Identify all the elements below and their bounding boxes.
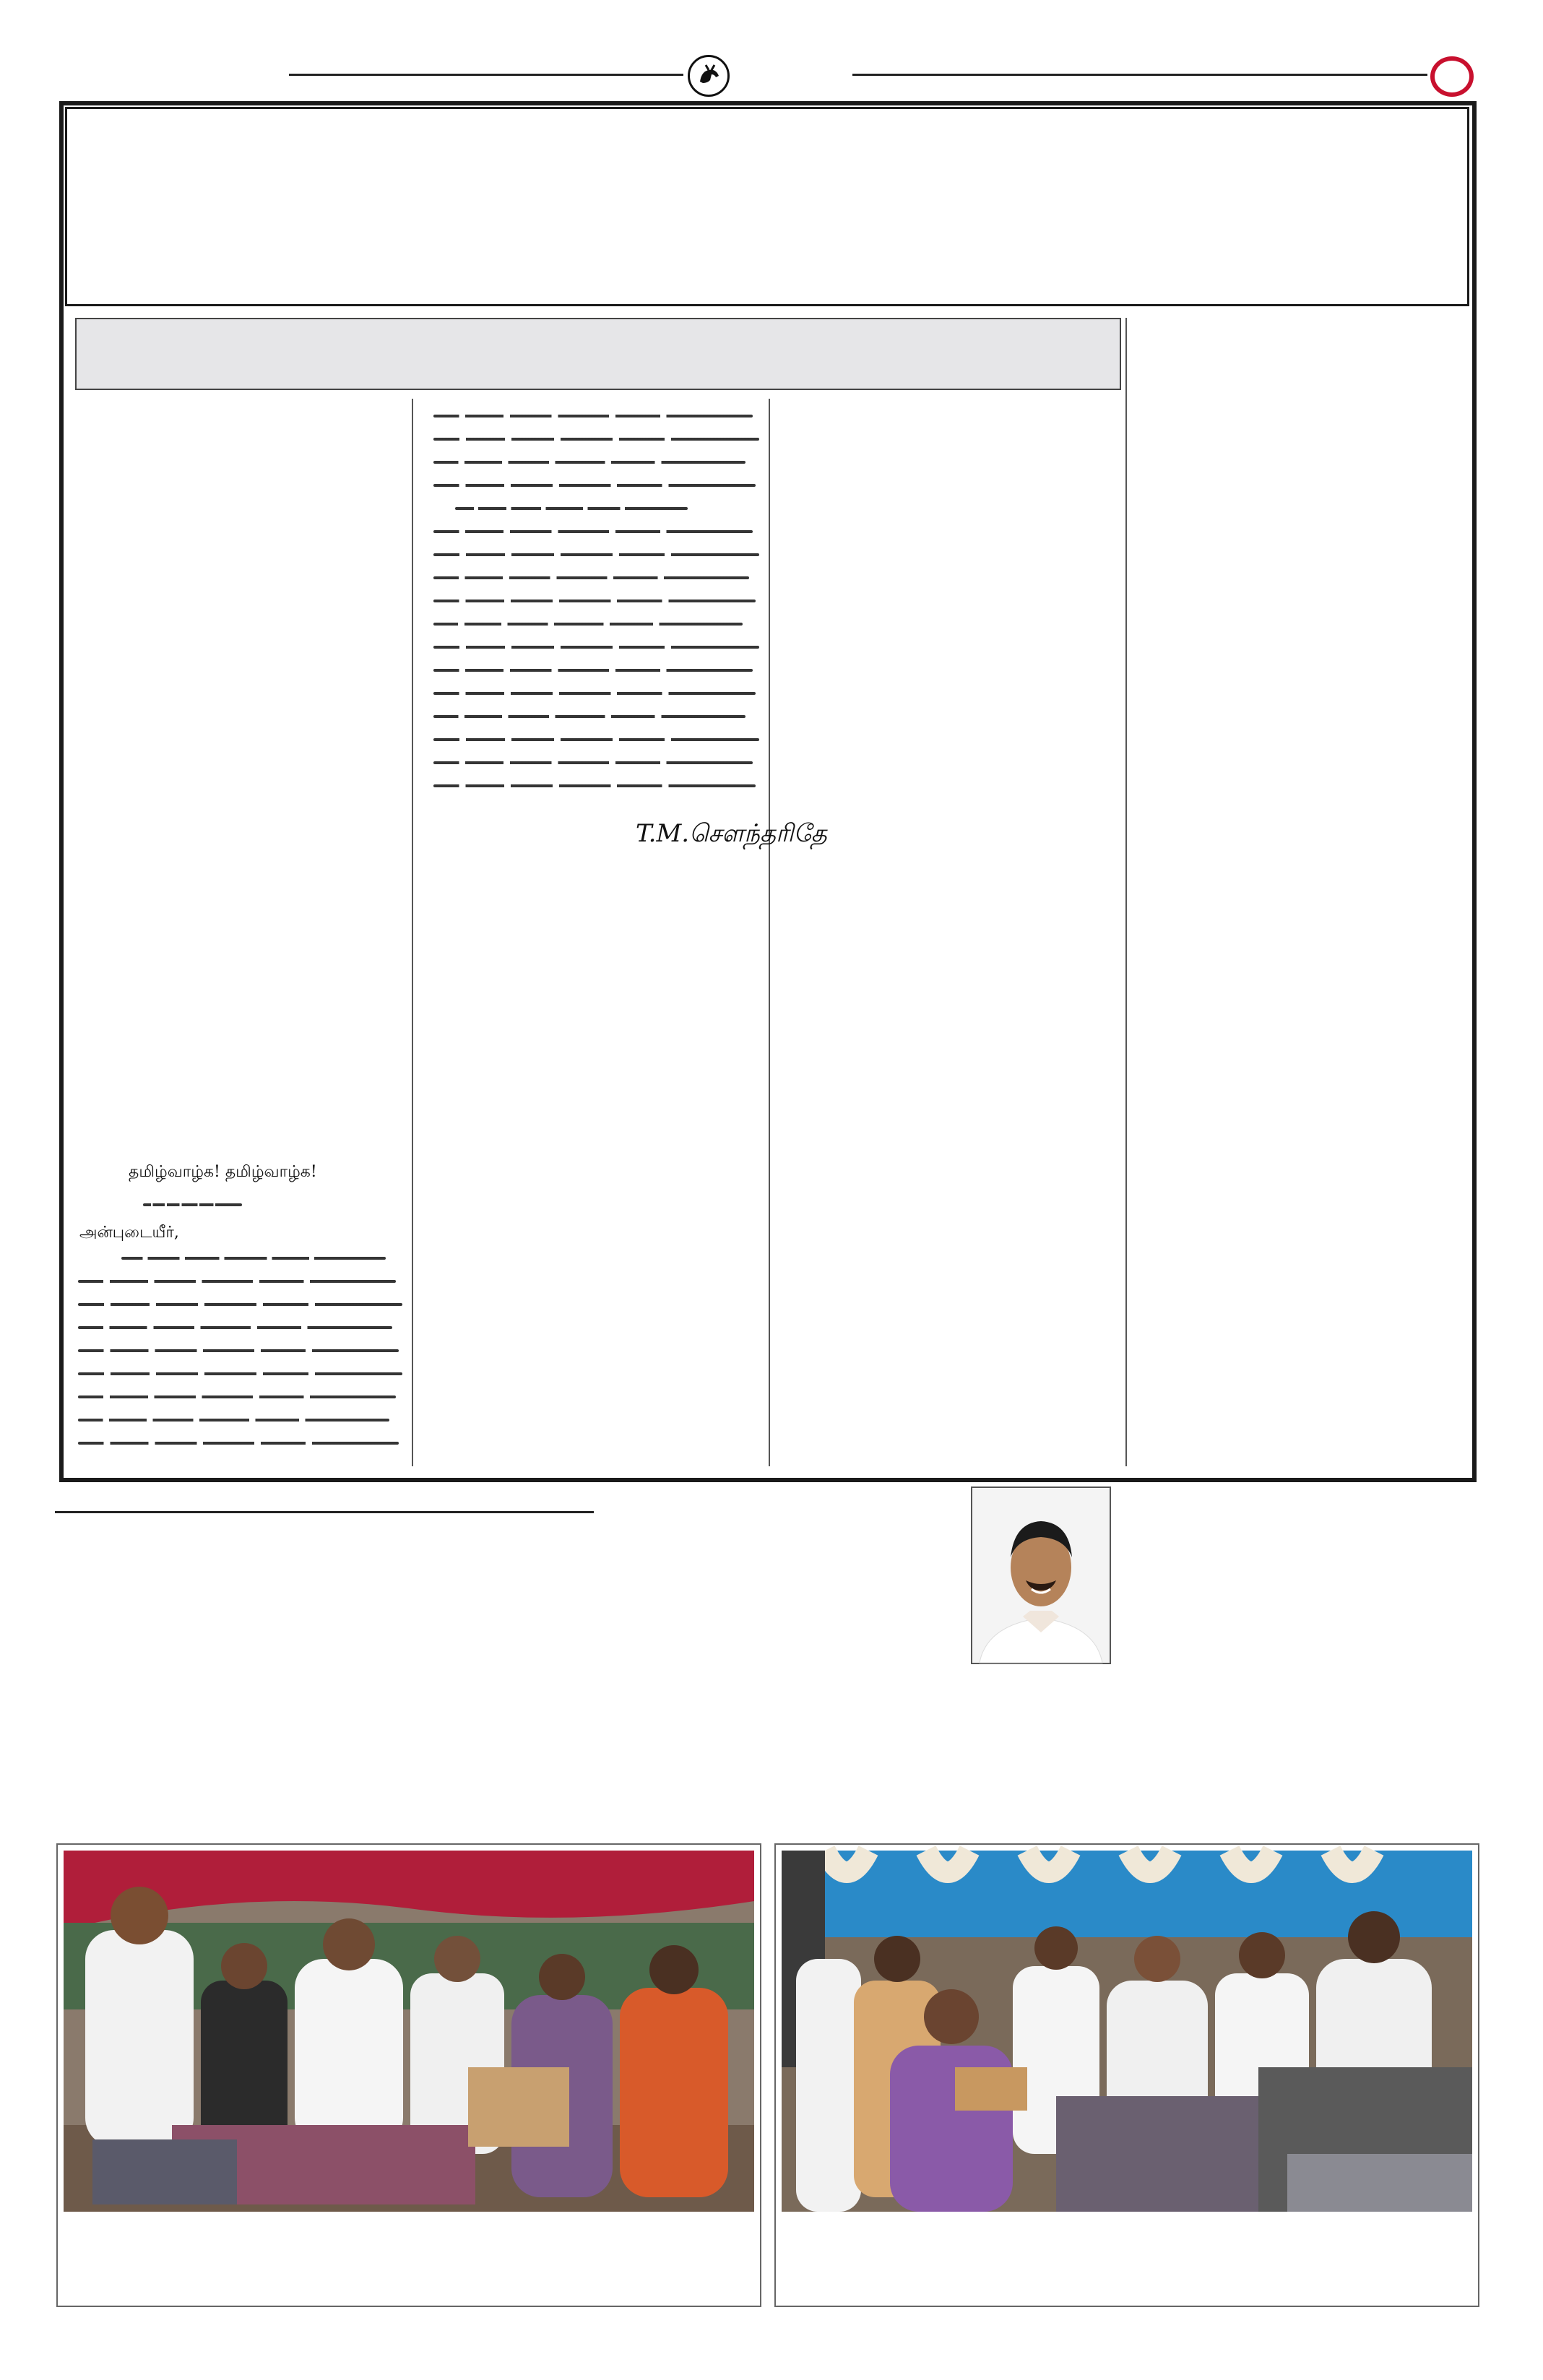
handwritten-letter-image-top bbox=[433, 402, 827, 871]
handwriting-line bbox=[143, 1203, 242, 1206]
handwriting-line bbox=[433, 461, 745, 464]
column-rule-3 bbox=[1125, 318, 1127, 1466]
handwriting-line bbox=[78, 1349, 399, 1352]
handwriting-line bbox=[78, 1280, 396, 1283]
event-photo-left bbox=[64, 1851, 754, 2212]
page-number-badge bbox=[1430, 56, 1474, 97]
column-rule-1 bbox=[412, 399, 413, 1466]
handwriting-line bbox=[433, 415, 753, 417]
handwriting-line bbox=[433, 623, 743, 626]
handwriting-line bbox=[433, 438, 759, 441]
header-rule-left bbox=[289, 74, 683, 76]
photo-caption-right bbox=[787, 2217, 1466, 2297]
handwriting-line bbox=[433, 600, 756, 602]
handwriting-line bbox=[78, 1442, 399, 1445]
handwriting-line bbox=[433, 715, 745, 718]
handwriting-line bbox=[433, 784, 756, 787]
event-photo-right bbox=[782, 1851, 1472, 2212]
handwriting-line bbox=[121, 1257, 386, 1260]
letter-salutation: அன்புடையீர், bbox=[79, 1224, 179, 1242]
subheadline-box bbox=[75, 318, 1121, 390]
section-divider bbox=[55, 1511, 594, 1513]
handwriting-line bbox=[433, 484, 756, 487]
handwriting-line bbox=[433, 646, 759, 649]
handwriting-line bbox=[78, 1326, 392, 1329]
handwriting-line bbox=[433, 738, 759, 741]
handwriting-line bbox=[78, 1419, 389, 1421]
photo-caption-left bbox=[69, 2217, 748, 2297]
handwriting-line bbox=[433, 530, 753, 533]
handwriting-line bbox=[433, 761, 753, 764]
handwriting-line bbox=[433, 669, 753, 672]
headline-box bbox=[65, 107, 1469, 306]
column-rule-2 bbox=[769, 399, 770, 1466]
handwriting-line bbox=[78, 1395, 396, 1398]
handwriting-line bbox=[78, 1372, 402, 1375]
letter-greeting: தமிழ்வாழ்க! தமிழ்வாழ்க! bbox=[129, 1163, 317, 1181]
portrait-photo bbox=[971, 1487, 1111, 1664]
letter-signature: T.M.சௌந்தரிதே bbox=[636, 819, 827, 848]
handwriting-line bbox=[433, 576, 749, 579]
handwriting-line bbox=[433, 692, 756, 695]
bull-emblem-icon bbox=[688, 55, 730, 97]
handwriting-line bbox=[433, 553, 759, 556]
handwriting-line bbox=[78, 1303, 402, 1306]
handwriting-line bbox=[455, 507, 688, 510]
header-rule-right bbox=[852, 74, 1427, 76]
handwritten-letter-image-bottom bbox=[78, 1163, 409, 1466]
